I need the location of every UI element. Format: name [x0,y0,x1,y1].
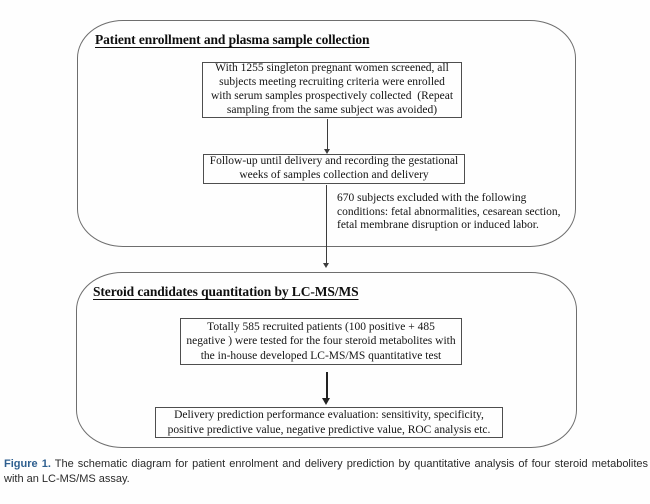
flow-connector-line [327,119,328,149]
flow-box-followup-line: weeks of samples collection and delivery [239,169,429,181]
figure-caption [4,457,648,486]
arrow-down-icon [322,398,330,405]
figure-caption-text: The schematic diagram for patient enrolment and delivery prediction by quantitative analysis of four steroid metabolites [54,458,648,470]
figure-caption-label: Figure 1. [4,458,51,470]
flow-box-followup-line: Follow-up until delivery and recording the gestational [209,155,459,168]
arrow-down-icon [323,263,329,268]
flow-box-followup [203,154,465,184]
flow-connector-line [326,185,327,263]
flow-box-screening-line: with serum samples prospectively collected (Repeat [210,90,454,102]
flow-box-testing-line: the in-house developed LC-MS/MS quantitative test [200,349,442,362]
exclusion-note-line: 670 subjects excluded with the following [337,192,527,204]
figure-caption-line1 [4,457,648,472]
flow-box-screening [202,62,462,118]
section-enrollment-title: Patient enrollment and plasma sample collection [95,32,370,47]
flow-box-testing [180,318,462,365]
exclusion-note-line: fetal membrane disruption or induced labor. [337,219,539,232]
section-quantitation-title: Steroid candidates quantitation by LC-MS/MS [93,284,359,299]
flow-box-evaluation-line: positive predictive value, negative predictive value, ROC analysis etc. [167,423,491,436]
flow-box-evaluation-line: Delivery prediction performance evaluation: sensitivity, specificity, [174,409,484,422]
flow-box-testing-line: Totally 585 recruited patients (100 positive + 485 [207,320,435,333]
figure-caption-line2: with an LC-MS/MS assay. [4,472,130,485]
exclusion-note-line: conditions: fetal abnormalities, cesarean section, [337,205,561,218]
flow-box-screening-line: sampling from the same subject was avoided) [226,103,438,116]
flow-connector-line [326,372,328,398]
flow-box-screening-line: subjects meeting recruiting criteria were enrolled [219,76,445,89]
flow-box-testing-line: negative ) were tested for the four steroid metabolites with [186,335,456,348]
flow-box-screening-line: With 1255 singleton pregnant women screened, all [215,62,449,75]
flow-box-evaluation [155,407,503,438]
exclusion-note [337,192,573,233]
